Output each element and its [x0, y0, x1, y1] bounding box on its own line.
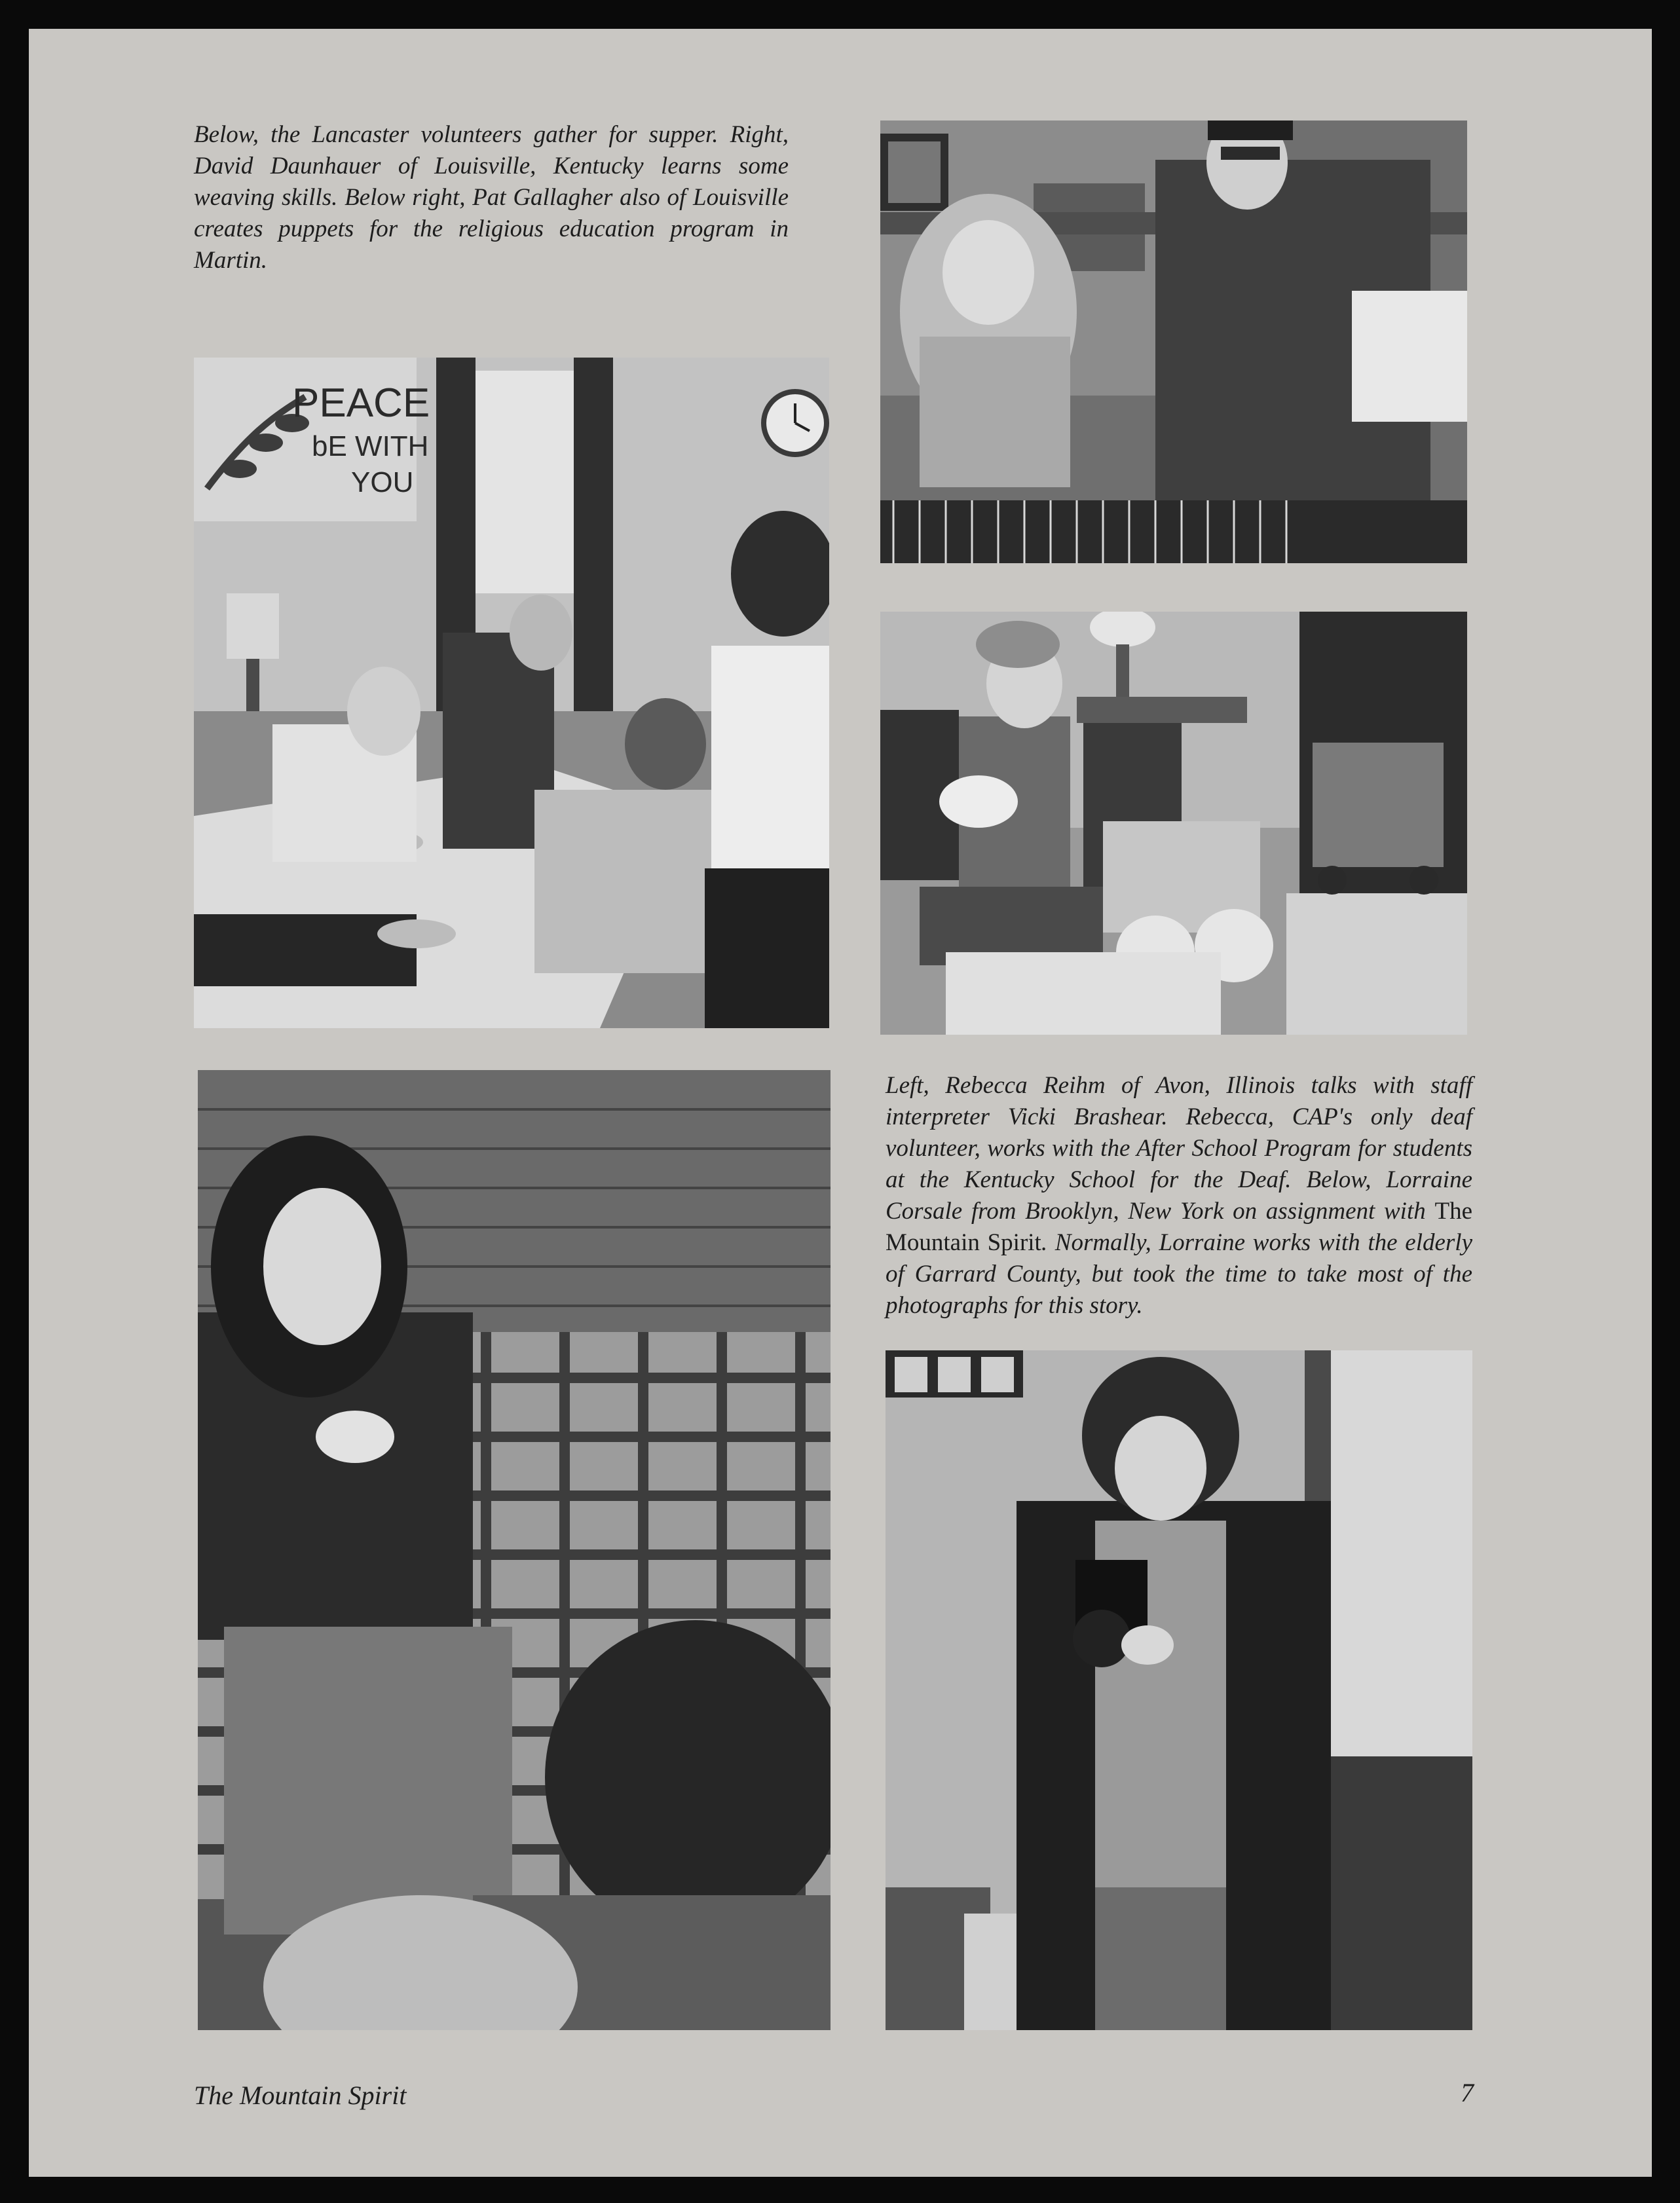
- volunteer-seated-right: [534, 790, 718, 973]
- jeans: [224, 1627, 512, 1935]
- table-edge: [194, 914, 417, 986]
- window: [476, 371, 574, 593]
- hand-puppet: [939, 775, 1018, 828]
- supper-scene: [194, 358, 829, 1028]
- loom-warp: [880, 500, 1467, 563]
- puppets-scene: [880, 612, 1467, 1035]
- lamp-shade: [227, 593, 279, 659]
- yarn-basket: [1352, 291, 1467, 422]
- lorraine-jeans: [1095, 1887, 1226, 2030]
- banner-text-peace: PEACE: [292, 380, 430, 426]
- photo-supper: [194, 358, 829, 1028]
- caption-rebecca-lorraine-part2: . Normally, Lorraine works with the elderly of Garrard County, but took the time to take most of the photographs for this story.: [886, 1229, 1472, 1319]
- doll-carriage: [1313, 743, 1444, 867]
- photo-weaving: [880, 120, 1467, 563]
- hearth: [1286, 893, 1467, 1035]
- caption-rebecca-lorraine: [886, 1070, 1472, 1322]
- footer-publication-title: The Mountain Spirit: [194, 2081, 407, 2110]
- lorraine-scene: [886, 1350, 1472, 2030]
- banner-text-be-with: bE WITH: [312, 430, 429, 462]
- photo-sign-language: [198, 1070, 831, 2030]
- weaving-scene: [880, 120, 1467, 563]
- photo-puppets: [880, 612, 1467, 1035]
- caption-rebecca-lorraine-part1: Left, Rebecca Reihm of Avon, Illinois talks with staff interpreter Vicki Brashear. Rebecca, CAP's only deaf volunteer, works with the After School Program for students at the Kentucky School for the Deaf. Below, Lorraine Corsale from Brooklyn, New York on assignment with: [886, 1072, 1472, 1225]
- sign-language-scene: [198, 1070, 831, 2030]
- lorraine-hands: [1121, 1625, 1174, 1665]
- caption-publication-name: The Mountain Spirit: [886, 1198, 1472, 1256]
- photo-lorraine-camera: [886, 1350, 1472, 2030]
- page-number: 7: [1461, 2078, 1474, 2107]
- banner-text-you: YOU: [351, 466, 414, 498]
- curtain-right: [574, 358, 613, 711]
- magazine-page: [29, 29, 1652, 2177]
- fabric-scraps: [946, 952, 1221, 1035]
- dresser: [1318, 1756, 1472, 2030]
- signing-hands: [316, 1411, 394, 1463]
- caption-supper-weaving-puppets: Below, the Lancaster volunteers gather for supper. Right, David Daunhauer of Louisville, Kentucky learns some weaving skills. Below right, Pat Gallagher also of Louisville creates puppets for the religious education program in Martin.: [194, 121, 789, 274]
